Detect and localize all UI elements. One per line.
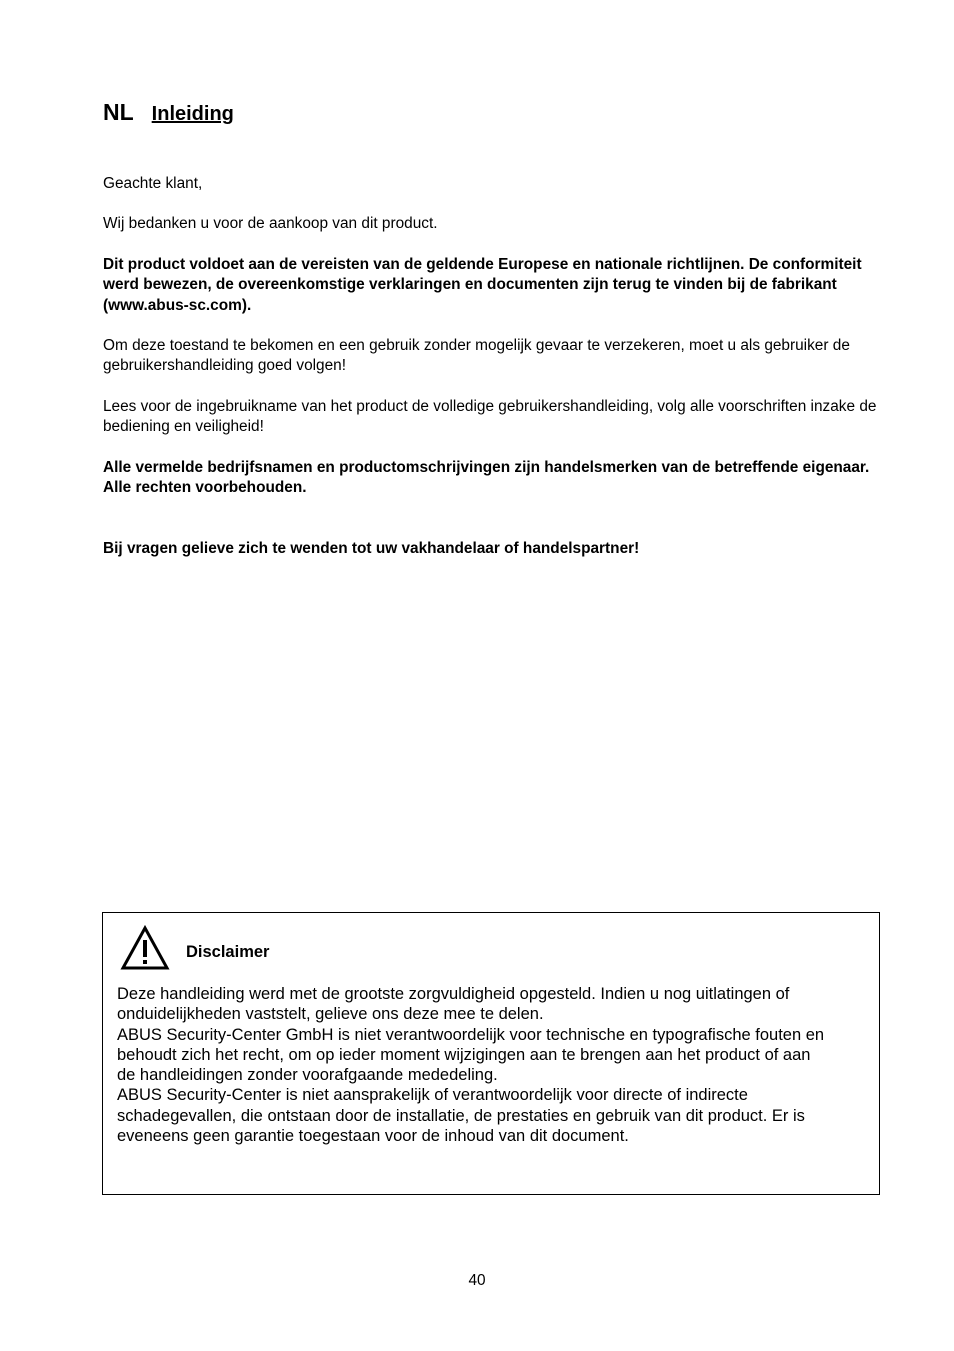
questions-paragraph: Bij vragen gelieve zich te wenden tot uw vakhandelaar of handelspartner! xyxy=(103,540,640,557)
disclaimer-line: ABUS Security-Center GmbH is niet verantwoordelijk voor technische en typografische fouten en xyxy=(117,1025,825,1044)
disclaimer-text xyxy=(117,984,879,1146)
page-title: Inleiding xyxy=(151,103,234,125)
disclaimer-title: Disclaimer xyxy=(186,943,270,961)
disclaimer-box xyxy=(102,912,880,1195)
usage-paragraph: Om deze toestand te bekomen en een gebruik zonder mogelijk gevaar te verzekeren, moet u als gebruiker de gebruikershandleiding goed volgen! xyxy=(103,337,850,375)
disclaimer-line: Deze handleiding werd met de grootste zorgvuldigheid opgesteld. Indien u nog uitlatingen of xyxy=(117,985,790,1003)
disclaimer-line: de handleidingen zonder voorafgaande mededeling. xyxy=(117,1066,498,1085)
greeting-paragraph: Geachte klant, xyxy=(103,175,203,192)
thanks-paragraph: Wij bedanken u voor de aankoop van dit product. xyxy=(103,215,438,232)
language-code: NL xyxy=(103,99,134,125)
disclaimer-line: schadegevallen, die ontstaan door de installatie, de prestaties en gebruik van dit product. Er is xyxy=(117,1106,805,1125)
read-manual-paragraph: Lees voor de ingebruikname van het product de volledige gebruikershandleiding, volg alle voorschriften inzake de bediening en veiligheid! xyxy=(103,398,877,436)
trademarks-paragraph: Alle vermelde bedrijfsnamen en productomschrijvingen zijn handelsmerken van de betreffende eigenaar. Alle rechten voorbehouden. xyxy=(103,459,870,497)
disclaimer-line: behoudt zich het recht, om op ieder moment wijzigingen aan te brengen aan het product of aan xyxy=(117,1045,811,1064)
page-heading xyxy=(103,99,234,126)
conformity-paragraph: Dit product voldoet aan de vereisten van de geldende Europese en nationale richtlijnen. De conformiteit werd bewezen, de overeenkomstige verklaringen en documenten zijn terug te vinden bij de fabrikant (www.abus-sc.com). xyxy=(103,256,862,314)
disclaimer-line: onduidelijkheden vaststelt, gelieve ons deze mee te delen. xyxy=(117,1005,544,1024)
disclaimer-line: ABUS Security-Center is niet aansprakelijk of verantwoordelijk voor directe of indirecte xyxy=(117,1086,748,1105)
page-number: 40 xyxy=(468,1272,486,1289)
disclaimer-line: eveneens geen garantie toegestaan voor de inhoud van dit document. xyxy=(117,1127,629,1146)
warning-triangle-icon xyxy=(120,925,170,971)
